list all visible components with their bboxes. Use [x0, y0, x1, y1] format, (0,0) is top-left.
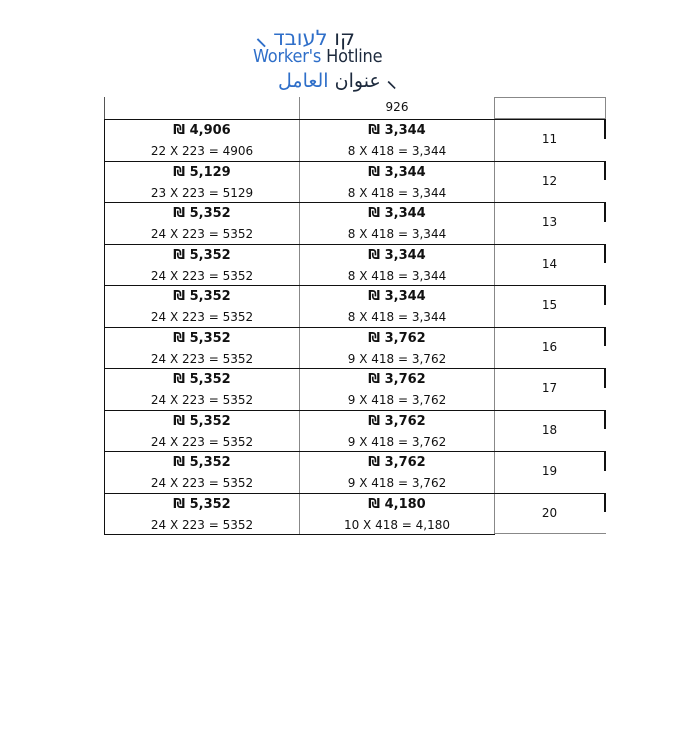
- amount-cell: [299, 494, 494, 535]
- total-cell: [104, 369, 299, 410]
- row-number: 15: [541, 298, 558, 312]
- logo-swoosh-icon-dark: ⸝: [386, 70, 397, 92]
- table-cell: [494, 97, 606, 119]
- amount-cell: [299, 162, 494, 203]
- total-calculation: 24 X 223 = 5352: [150, 268, 254, 283]
- amount-calculation: 10 X 418 = 4,180: [343, 517, 451, 532]
- table-row: [104, 244, 606, 286]
- total-cell: [104, 452, 299, 493]
- row-number: 14: [541, 256, 558, 271]
- table-bottom-border: [104, 534, 495, 536]
- total-amount: ₪ 5,352: [173, 413, 231, 429]
- amount-cell: [299, 245, 494, 286]
- number-cell: [494, 494, 606, 535]
- total-amount: ₪ 5,352: [173, 455, 231, 470]
- amount-calculation: 8 X 418 = 3,344: [347, 144, 447, 158]
- total-cell: [104, 411, 299, 452]
- table-row: [104, 368, 606, 410]
- amount-value: ₪ 3,762: [368, 413, 426, 429]
- total-amount: ₪ 5,129: [173, 164, 231, 180]
- amount-value: ₪ 3,344: [368, 289, 426, 304]
- amount-value: ₪ 3,762: [368, 330, 426, 346]
- amount-value: ₪ 3,344: [368, 123, 426, 138]
- amount-calculation: 9 X 418 = 3,762: [347, 393, 447, 407]
- logo-english-dark: Hotline: [326, 46, 383, 67]
- logo-arabic-blue: العامل: [278, 70, 329, 92]
- amount-calculation: 9 X 418 = 3,762: [347, 476, 447, 490]
- row-number: 11: [541, 132, 558, 146]
- total-amount: ₪ 5,352: [173, 206, 231, 221]
- number-cell: [494, 369, 606, 410]
- amount-cell: [299, 328, 494, 369]
- top-row-value: 926: [385, 100, 409, 114]
- row-number: 18: [541, 422, 558, 437]
- total-amount: ₪ 5,352: [173, 289, 231, 304]
- row-number: 20: [541, 505, 558, 520]
- total-cell: [104, 162, 299, 203]
- table-cell: [299, 97, 494, 119]
- amount-value: ₪ 4,180: [368, 496, 426, 512]
- amount-cell: [299, 286, 494, 327]
- amount-value: ₪ 3,344: [368, 164, 426, 180]
- amount-cell: [299, 452, 494, 493]
- amount-value: ₪ 3,344: [368, 206, 426, 221]
- amount-value: ₪ 3,762: [368, 455, 426, 470]
- number-cell: [494, 411, 606, 452]
- table-row: [104, 410, 606, 452]
- total-cell: [104, 120, 299, 161]
- number-cell: [494, 328, 606, 369]
- table-row: [104, 161, 606, 203]
- number-cell: [494, 120, 606, 161]
- number-cell: [494, 452, 606, 493]
- workers-hotline-logo: [248, 24, 418, 94]
- amount-calculation: 9 X 418 = 3,762: [347, 434, 447, 449]
- amount-value: ₪ 3,344: [368, 247, 426, 263]
- logo-swoosh-icon: ⸝: [256, 26, 267, 50]
- total-cell: [104, 494, 299, 535]
- table-row: [104, 493, 606, 535]
- table-row: [104, 202, 606, 244]
- number-cell: [494, 203, 606, 244]
- row-number: 19: [541, 464, 558, 478]
- row-number: 16: [541, 339, 558, 354]
- amount-cell: [299, 369, 494, 410]
- table-row: [104, 119, 606, 161]
- total-cell: [104, 245, 299, 286]
- number-cell: [494, 245, 606, 286]
- amount-calculation: 9 X 418 = 3,762: [347, 351, 447, 366]
- amount-value: ₪ 3,762: [368, 372, 426, 387]
- total-calculation: 24 X 223 = 5352: [150, 393, 254, 407]
- total-cell: [104, 328, 299, 369]
- total-calculation: 24 X 223 = 5352: [150, 310, 254, 324]
- table-bottom-border-number-col: [494, 533, 606, 534]
- row-number: 13: [541, 215, 558, 229]
- logo-hebrew-dark: קו: [334, 26, 355, 50]
- table-row: [104, 327, 606, 369]
- amount-cell: [299, 120, 494, 161]
- total-calculation: 24 X 223 = 5352: [150, 351, 254, 366]
- table-top-row: [104, 97, 606, 119]
- total-amount: ₪ 4,906: [173, 123, 231, 138]
- number-cell: [494, 162, 606, 203]
- amount-cell: [299, 411, 494, 452]
- number-cell: [494, 286, 606, 327]
- logo-english-blue: Worker's: [253, 46, 322, 67]
- total-calculation: 24 X 223 = 5352: [150, 227, 254, 241]
- amount-calculation: 8 X 418 = 3,344: [347, 268, 447, 283]
- salary-table: [104, 97, 606, 534]
- amount-calculation: 8 X 418 = 3,344: [347, 310, 447, 324]
- total-amount: ₪ 5,352: [173, 247, 231, 263]
- logo-hebrew-blue: לעובד: [273, 26, 328, 50]
- amount-calculation: 8 X 418 = 3,344: [347, 227, 447, 241]
- amount-calculation: 8 X 418 = 3,344: [347, 185, 447, 200]
- table-row: [104, 451, 606, 493]
- total-amount: ₪ 5,352: [173, 372, 231, 387]
- total-amount: ₪ 5,352: [173, 330, 231, 346]
- total-calculation: 24 X 223 = 5352: [150, 434, 254, 449]
- total-calculation: 23 X 223 = 5129: [150, 185, 254, 200]
- table-cell: [104, 97, 299, 119]
- row-number: 17: [541, 381, 558, 395]
- table-row: [104, 285, 606, 327]
- total-amount: ₪ 5,352: [173, 496, 231, 512]
- total-cell: [104, 286, 299, 327]
- row-number: 12: [541, 173, 558, 188]
- logo-arabic-dark: عنوان: [334, 70, 381, 92]
- total-calculation: 24 X 223 = 5352: [150, 476, 254, 490]
- total-calculation: 22 X 223 = 4906: [150, 144, 254, 158]
- total-calculation: 24 X 223 = 5352: [150, 517, 254, 532]
- amount-cell: [299, 203, 494, 244]
- logo-arabic-line: [278, 67, 396, 93]
- total-cell: [104, 203, 299, 244]
- logo-english-line: [253, 46, 382, 67]
